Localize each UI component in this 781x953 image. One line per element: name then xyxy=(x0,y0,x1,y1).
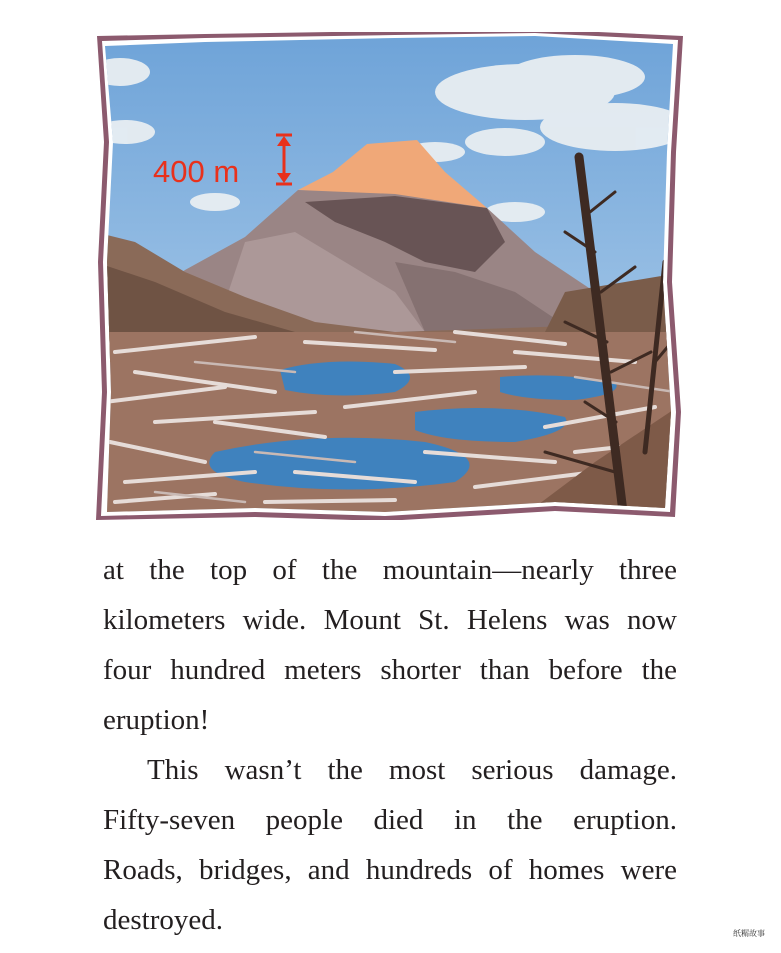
text-line: Roads, bridges, and hundreds of homes were xyxy=(103,854,677,886)
mount-st-helens-illustration xyxy=(95,32,685,520)
text-line: at the top of the mountain—nearly three xyxy=(103,554,677,586)
text-line: eruption! xyxy=(103,704,210,736)
text-line: four hundred meters shorter than before the xyxy=(103,654,677,686)
paragraph-1 xyxy=(103,545,677,745)
text-line: Fifty-seven people died in the eruption. xyxy=(103,804,677,836)
watermark: 纸糏故事 xyxy=(733,929,765,938)
text-line: kilometers wide. Mount St. Helens was now xyxy=(103,604,677,636)
paragraph-2 xyxy=(103,745,677,945)
height-label: 400 m xyxy=(153,154,240,189)
illustration-svg xyxy=(95,32,685,520)
text-line: This wasn’t the most serious damage. xyxy=(147,754,677,786)
text-line: destroyed. xyxy=(103,904,223,936)
